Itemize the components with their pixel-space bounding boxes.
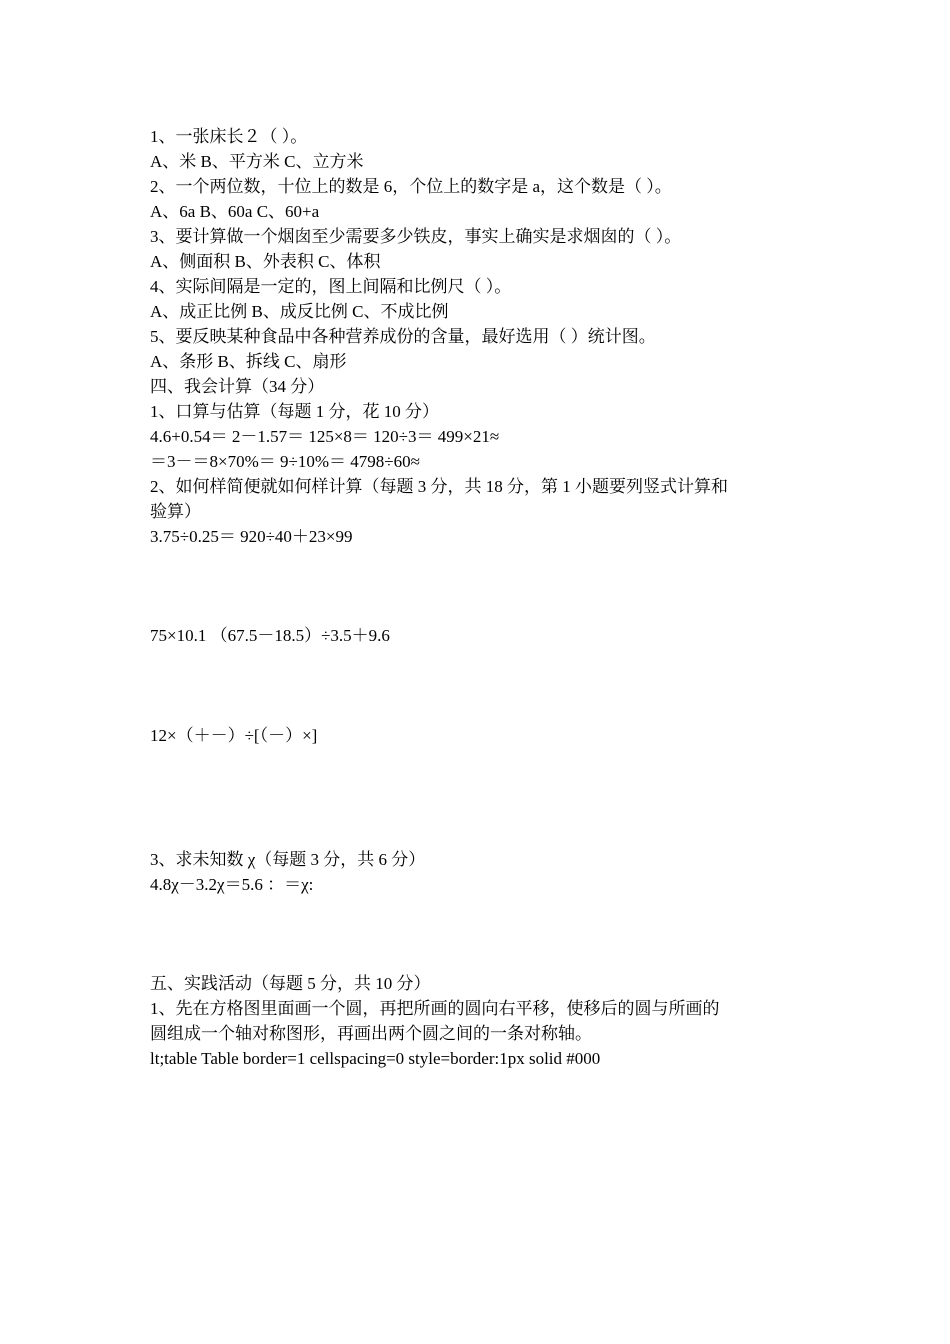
raw-table-markup-text: lt;table Table border=1 cellspacing=0 style=border:1px solid #000 bbox=[150, 1049, 601, 1068]
question-2-options: A、6a B、60a C、60+a bbox=[150, 202, 320, 221]
question-1: 1、一张床长２（ ）。 bbox=[150, 127, 308, 146]
question-4: 4、实际间隔是一定的，图上间隔和比例尺（ ）。 bbox=[150, 277, 512, 296]
subsection-unknown: 3、求未知数 χ（每题 3 分，共 6 分） bbox=[150, 850, 426, 869]
mental-math-row-1: 4.6+0.54＝ 2－1.57＝ 125×8＝ 120÷3＝ 499×21≈ bbox=[150, 427, 500, 446]
section-5-heading: 五、实践活动（每题 5 分，共 10 分） bbox=[150, 974, 431, 993]
question-5-options: A、条形 B、拆线 C、扇形 bbox=[150, 352, 347, 371]
section-4-heading: 四、我会计算（34 分） bbox=[150, 377, 325, 396]
simplify-row-3: 12×（＋－）÷[（－）×] bbox=[150, 726, 318, 745]
subsection-mental-math: 1、口算与估算（每题 1 分，花 10 分） bbox=[150, 402, 439, 421]
question-2: 2、一个两位数，十位上的数是 6，个位上的数字是 a，这个数是（ ）。 bbox=[150, 177, 672, 196]
question-1-options: A、米 B、平方米 C、立方米 bbox=[150, 152, 364, 171]
unknown-row-1: 4.8χ－3.2χ＝5.6 ：＝χ: bbox=[150, 875, 314, 894]
question-3-options: A、侧面积 B、外表积 C、体积 bbox=[150, 252, 381, 271]
question-3: 3、要计算做一个烟囱至少需要多少铁皮，事实上确实是求烟囱的（ ）。 bbox=[150, 227, 682, 246]
simplify-row-2: 75×10.1 （67.5－18.5）÷3.5＋9.6 bbox=[150, 626, 390, 645]
subsection-simplify-cont: 验算） bbox=[150, 502, 201, 521]
simplify-row-1: 3.75÷0.25＝ 920÷40＋23×99 bbox=[150, 527, 353, 546]
question-5: 5、要反映某种食品中各种营养成份的含量，最好选用（ ）统计图。 bbox=[150, 327, 656, 346]
practice-question-1: 1、先在方格图里面画一个圆，再把所画的圆向右平移，使移后的圆与所画的 bbox=[150, 999, 720, 1018]
mental-math-row-2: ＝3－＝8×70%＝ 9÷10%＝ 4798÷60≈ bbox=[150, 452, 420, 471]
question-4-options: A、成正比例 B、成反比例 C、不成比例 bbox=[150, 302, 449, 321]
subsection-simplify: 2、如何样简便就如何样计算（每题 3 分，共 18 分，第 1 小题要列竖式计算和 bbox=[150, 477, 728, 496]
practice-question-1-cont: 圆组成一个轴对称图形，再画出两个圆之间的一条对称轴。 bbox=[150, 1024, 592, 1043]
